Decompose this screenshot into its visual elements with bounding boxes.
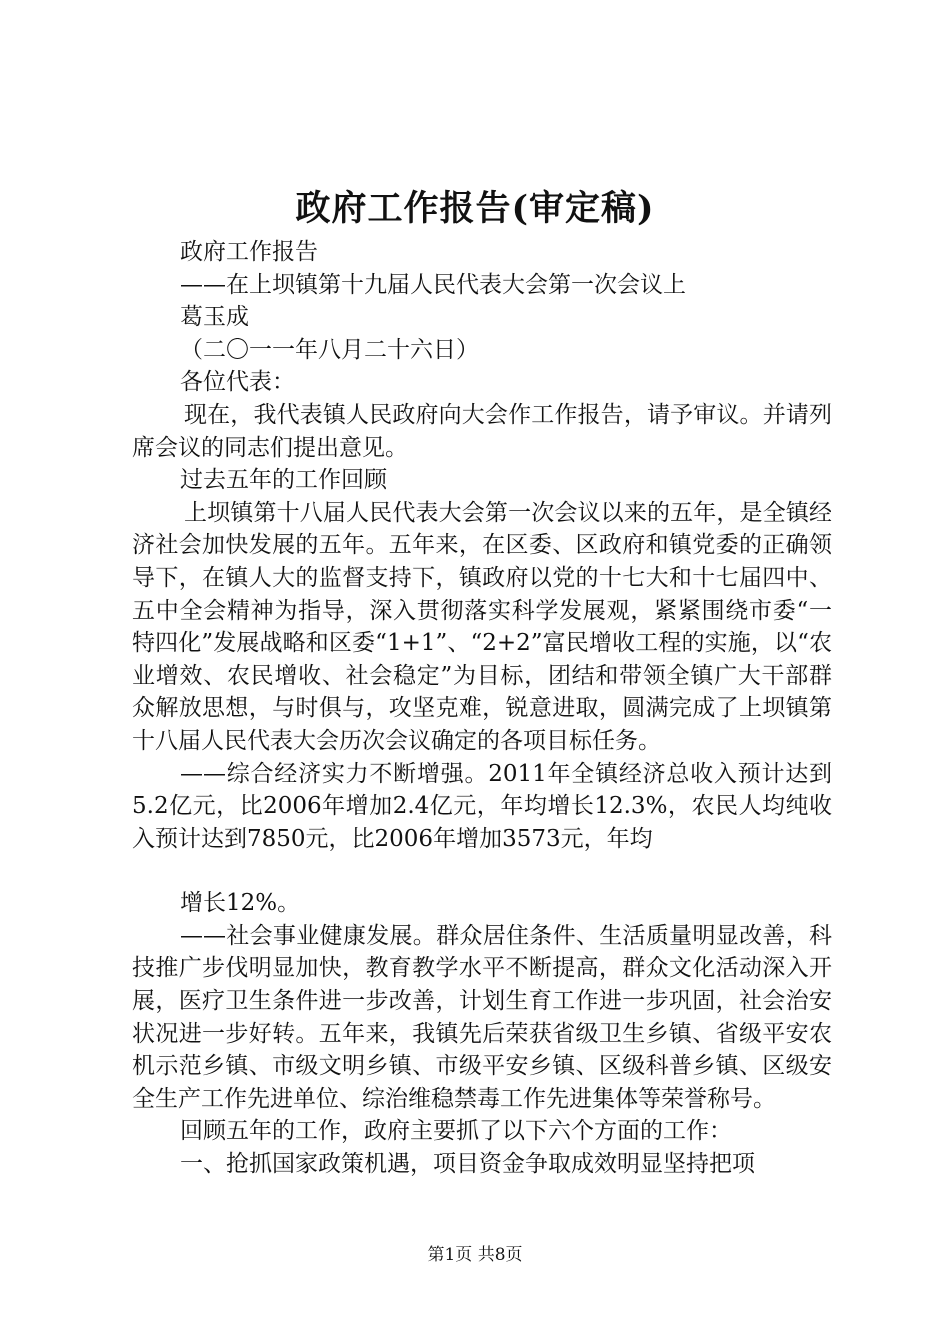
paragraph-continuation: 增长12%。	[180, 890, 301, 917]
salutation: 各位代表：	[180, 369, 295, 396]
paragraph: ——综合经济实力不断增强。2011年全镇经济总收入预计达到5.2亿元，比2006年增加2.4亿元，年均增长12.3%，农民人均纯收入预计达到7850元，比2006年增加3573元，年均	[132, 760, 832, 852]
paragraph: 现在，我代表镇人民政府向大会作工作报告，请予审议。并请列席会议的同志们提出意见。	[132, 401, 832, 461]
document-body	[132, 236, 832, 1181]
paragraph: ——社会事业健康发展。群众居住条件、生活质量明显改善，科技推广步伐明显加快，教育教学水平不断提高，群众文化活动深入开展，医疗卫生条件进一步改善，计划生育工作进一步巩固，社会治安状况进一步好转。五年来，我镇先后荣获省级卫生乡镇、省级平安农机示范乡镇、市级文明乡镇、市级平安乡镇、区级科普乡镇、区级安全生产工作先进单位、综治维稳禁毒工作先进集体等荣誉称号。	[132, 922, 832, 1112]
document-title: 政府工作报告(审定稿)	[295, 188, 655, 229]
page-number: 第1页 共8页	[427, 1245, 523, 1265]
report-name: 政府工作报告	[180, 239, 318, 265]
section-heading: 过去五年的工作回顾	[180, 467, 387, 494]
report-date: （二〇一一年八月二十六日）	[180, 336, 479, 363]
paragraph: 上坝镇第十八届人民代表大会第一次会议以来的五年，是全镇经济社会加快发展的五年。五年来，在区委、区政府和镇党委的正确领导下，在镇人大的监督支持下，镇政府以党的十七大和十七届四中、五中全会精神为指导，深入贯彻落实科学发展观，紧紧围绕市委“一特四化”发展战略和区委“1+1”、“2+2”富民增收工程的实施，以“农业增效、农民增收、社会稳定”为目标，团结和带领全镇广大干部群众解放思想，与时俱与，攻坚克难，锐意进取，圆满完成了上坝镇第十八届人民代表大会历次会议确定的各项目标任务。	[132, 499, 832, 754]
report-author: 葛玉成	[180, 304, 249, 331]
report-subtitle: ——在上坝镇第十九届人民代表大会第一次会议上	[180, 271, 686, 298]
paragraph: 回顾五年的工作，政府主要抓了以下六个方面的工作：	[180, 1118, 732, 1145]
paragraph: 一、抢抓国家政策机遇，项目资金争取成效明显坚持把项	[180, 1151, 755, 1178]
